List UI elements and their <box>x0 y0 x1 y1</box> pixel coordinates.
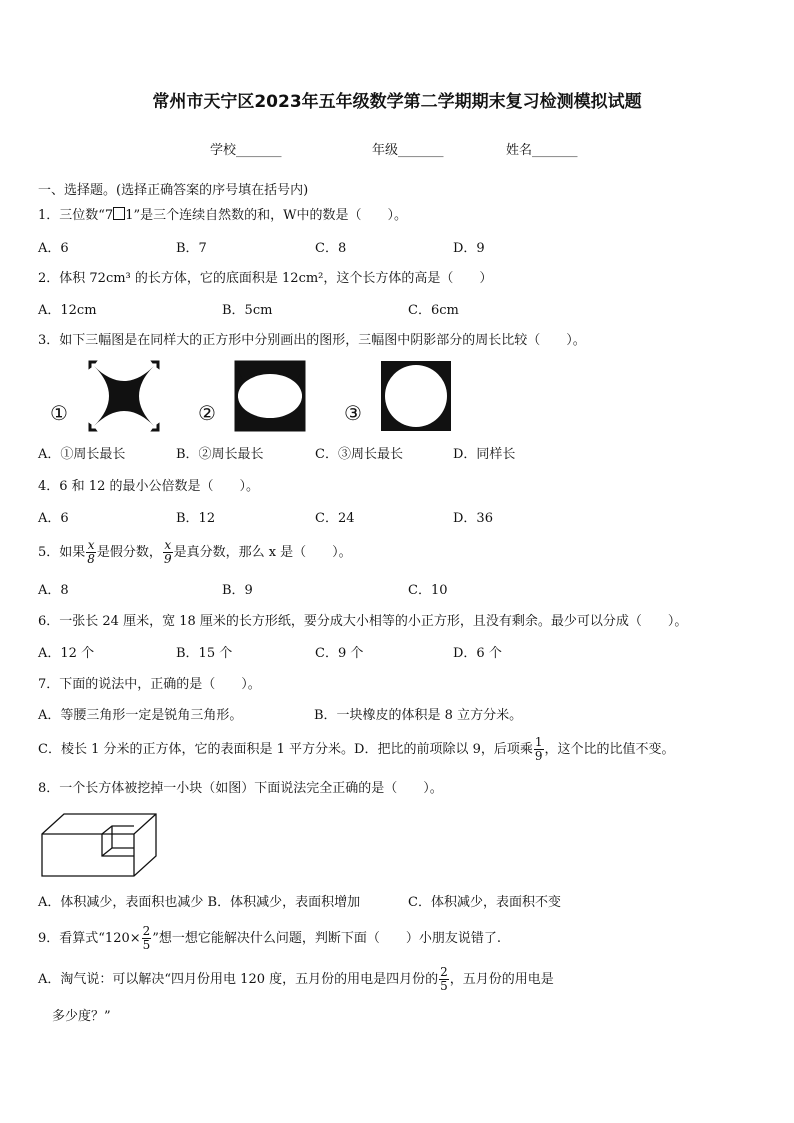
q9-option-a-continued: 多少度？” <box>52 1009 111 1024</box>
q4-option-a: A．6 <box>38 511 69 526</box>
q7-option-a: A．等腰三角形一定是锐角三角形。 <box>38 708 243 723</box>
figure-3-circle <box>380 360 452 432</box>
question-1-stem-a: 1．三位数“7 <box>38 208 114 223</box>
fraction-numerator: 1 <box>534 735 543 749</box>
fraction-numerator: x <box>87 538 95 552</box>
fraction-numerator: 2 <box>142 924 151 938</box>
question-5-stem <box>38 538 352 568</box>
question-5-stem-b: 是假分数， <box>96 545 162 560</box>
question-7-stem: 7．下面的说法中，正确的是（ ）。 <box>38 677 261 692</box>
fraction-x-over-8 <box>86 539 96 566</box>
q3-option-a: A．①周长最长 <box>38 447 126 462</box>
q5-option-a: A．8 <box>38 583 69 598</box>
q5-option-b: B．9 <box>222 583 253 598</box>
question-9-stem-a: 9．看算式“120× <box>38 931 141 946</box>
q6-option-d: D．6 个 <box>453 646 502 661</box>
q1-option-d: D．9 <box>453 241 485 256</box>
fraction-2-over-5 <box>439 966 449 993</box>
q2-option-a: A．12cm <box>38 303 97 318</box>
question-4-stem: 4．6 和 12 的最小公倍数是（ ）。 <box>38 479 259 494</box>
q1-option-b: B．7 <box>176 241 207 256</box>
figure-label-1: ① <box>50 401 68 425</box>
question-3-stem: 3．如下三幅图是在同样大的正方形中分别画出的图形，三幅图中阴影部分的周长比较（ ）。 <box>38 333 586 348</box>
fraction-numerator: 2 <box>440 965 448 979</box>
fraction-numerator: x <box>164 538 172 552</box>
q9-option-a-text-a: A．淘气说：可以解决“四月份用电 120 度，五月份的用电是四月份的 <box>38 972 439 987</box>
fraction-denominator: 9 <box>163 552 172 566</box>
q3-option-b: B．②周长最长 <box>176 447 264 462</box>
fraction-x-over-9 <box>163 539 173 566</box>
fraction-denominator: 8 <box>87 552 95 566</box>
section-heading: 一、选择题。(选择正确答案的序号填在括号内) <box>38 183 309 198</box>
fraction-1-over-9 <box>534 736 544 763</box>
q1-option-c: C．8 <box>315 241 347 256</box>
question-5-stem-a: 5．如果 <box>38 545 86 560</box>
question-9-stem-b: ”想一想它能解决什么问题，判断下面（ ）小朋友说错了. <box>152 931 502 946</box>
question-6-stem: 6．一张长 24 厘米，宽 18 厘米的长方形纸，要分成大小相等的小正方形，且没有剩余。最少可以分成（ ）。 <box>38 614 688 629</box>
q9-option-a <box>38 964 554 996</box>
question-8-stem: 8．一个长方体被挖掉一小块（如图）下面说法完全正确的是（ ）。 <box>38 781 443 796</box>
q3-option-d: D．同样长 <box>453 447 516 462</box>
q3-option-c: C．③周长最长 <box>315 447 403 462</box>
figure-label-3: ③ <box>344 401 362 425</box>
q1-option-a: A．6 <box>38 241 69 256</box>
page-title: 常州市天宁区2023年五年级数学第二学期期末复习检测模拟试题 <box>152 92 642 112</box>
grade-field: 年级_______ <box>372 143 444 158</box>
question-1-stem <box>38 207 407 225</box>
school-field: 学校_______ <box>210 143 282 158</box>
q5-option-c: C．10 <box>408 583 448 598</box>
q2-option-b: B．5cm <box>222 303 273 318</box>
q4-option-d: D．36 <box>453 511 493 526</box>
q6-option-b: B．15 个 <box>176 646 233 661</box>
fraction-denominator: 9 <box>534 749 543 763</box>
figure-2-semicircles <box>234 360 306 432</box>
question-2-stem: 2．体积 72cm³ 的长方体，它的底面积是 12cm²，这个长方体的高是（ ） <box>38 271 493 286</box>
question-1-stem-b: 1”是三个连续自然数的和，W中的数是（ ）。 <box>125 208 407 223</box>
figure-label-2: ② <box>198 401 216 425</box>
fraction-denominator: 5 <box>440 979 448 993</box>
q2-option-c: C．6cm <box>408 303 459 318</box>
question-9-stem <box>38 923 501 955</box>
q4-option-b: B．12 <box>176 511 216 526</box>
q6-option-c: C．9 个 <box>315 646 364 661</box>
figure-1-concave-star <box>88 360 160 432</box>
q8-option-ab: A．体积减少，表面积也减少 B．体积减少，表面积增加 <box>38 895 361 910</box>
blank-box-icon <box>113 207 125 220</box>
q7-option-cd-b: ，这个比的比值不变。 <box>544 742 675 757</box>
q7-option-cd-a: C．棱长 1 分米的正方体，它的表面积是 1 平方分米。D．把比的前项除以 9，后项乘 <box>38 742 533 757</box>
q8-option-c: C．体积减少，表面积不变 <box>408 895 561 910</box>
q7-option-cd <box>38 734 675 766</box>
fraction-denominator: 5 <box>142 938 151 952</box>
q6-option-a: A．12 个 <box>38 646 95 661</box>
cuboid-with-notch-figure <box>40 810 160 880</box>
q7-option-b: B．一块橡皮的体积是 8 立方分米。 <box>314 708 523 723</box>
name-field: 姓名_______ <box>506 143 578 158</box>
fraction-2-over-5 <box>142 925 152 952</box>
q9-option-a-text-b: ，五月份的用电是 <box>449 972 554 987</box>
question-5-stem-c: 是真分数，那么 x 是（ ）。 <box>173 545 352 560</box>
q4-option-c: C．24 <box>315 511 355 526</box>
